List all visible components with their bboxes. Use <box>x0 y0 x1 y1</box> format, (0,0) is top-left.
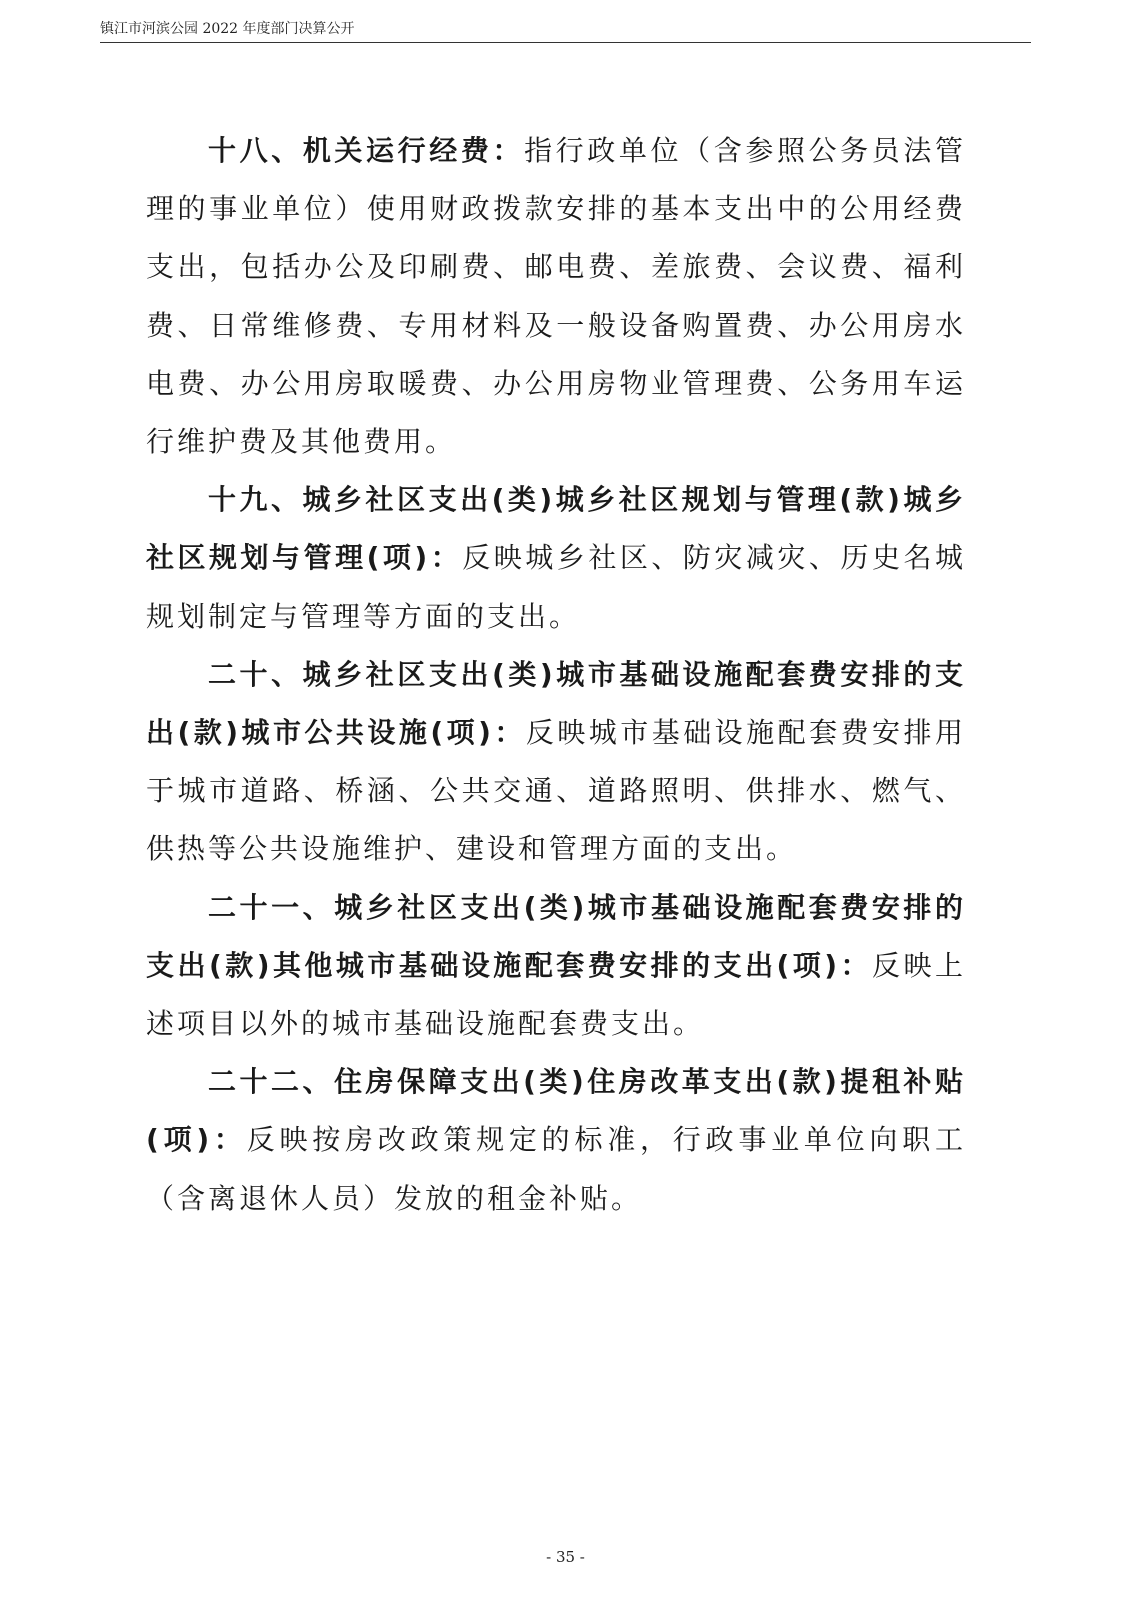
paragraph-lead: 二十、城乡社区支出(类)城市基础设施配套费安排的支出(款)城市公共设施(项)： <box>146 657 966 750</box>
page-number: - 35 - <box>546 1548 585 1566</box>
paragraph-text: 反映按房改政策规定的标准，行政事业单位向职工（含离退休人员）发放的租金补贴。 <box>146 1123 966 1215</box>
paragraph-lead: 二十一、城乡社区支出(类)城市基础设施配套费安排的支出(款)其他城市基础设施配套费安排的支出(项)： <box>146 890 966 982</box>
document-body <box>146 122 966 1228</box>
paragraph-20 <box>146 646 966 879</box>
paragraph-text: 指行政单位（含参照公务员法管理的事业单位）使用财政拨款安排的基本支出中的公用经费支出，包括办公及印刷费、邮电费、差旅费、会议费、福利费、日常维修费、专用材料及一般设备购置费、办公用房水电费、办公用房取暖费、办公用房物业管理费、公务用车运行维护费及其他费用。 <box>146 134 966 459</box>
paragraph-19 <box>146 471 966 646</box>
paragraph-lead: 二十二、住房保障支出(类)住房改革支出(款)提租补贴(项)： <box>146 1065 966 1157</box>
paragraph-text: 反映城市基础设施配套费安排用于城市道路、桥涵、公共交通、道路照明、供排水、燃气、供热等公共设施维护、建设和管理方面的支出。 <box>146 716 966 866</box>
paragraph-18 <box>146 122 966 471</box>
page-footer <box>0 1548 1131 1566</box>
header-title: 镇江市河滨公园 2022 年度部门决算公开 <box>100 21 355 37</box>
paragraph-text: 反映城乡社区、防灾减灾、历史名城规划制定与管理等方面的支出。 <box>146 541 966 633</box>
page-header <box>100 20 1031 43</box>
paragraph-21 <box>146 879 966 1054</box>
paragraph-lead: 十九、城乡社区支出(类)城乡社区规划与管理(款)城乡社区规划与管理(项)： <box>146 483 966 575</box>
paragraph-lead: 十八、机关运行经费： <box>208 134 525 167</box>
paragraph-22 <box>146 1053 966 1228</box>
paragraph-text: 反映上述项目以外的城市基础设施配套费支出。 <box>146 948 966 1041</box>
